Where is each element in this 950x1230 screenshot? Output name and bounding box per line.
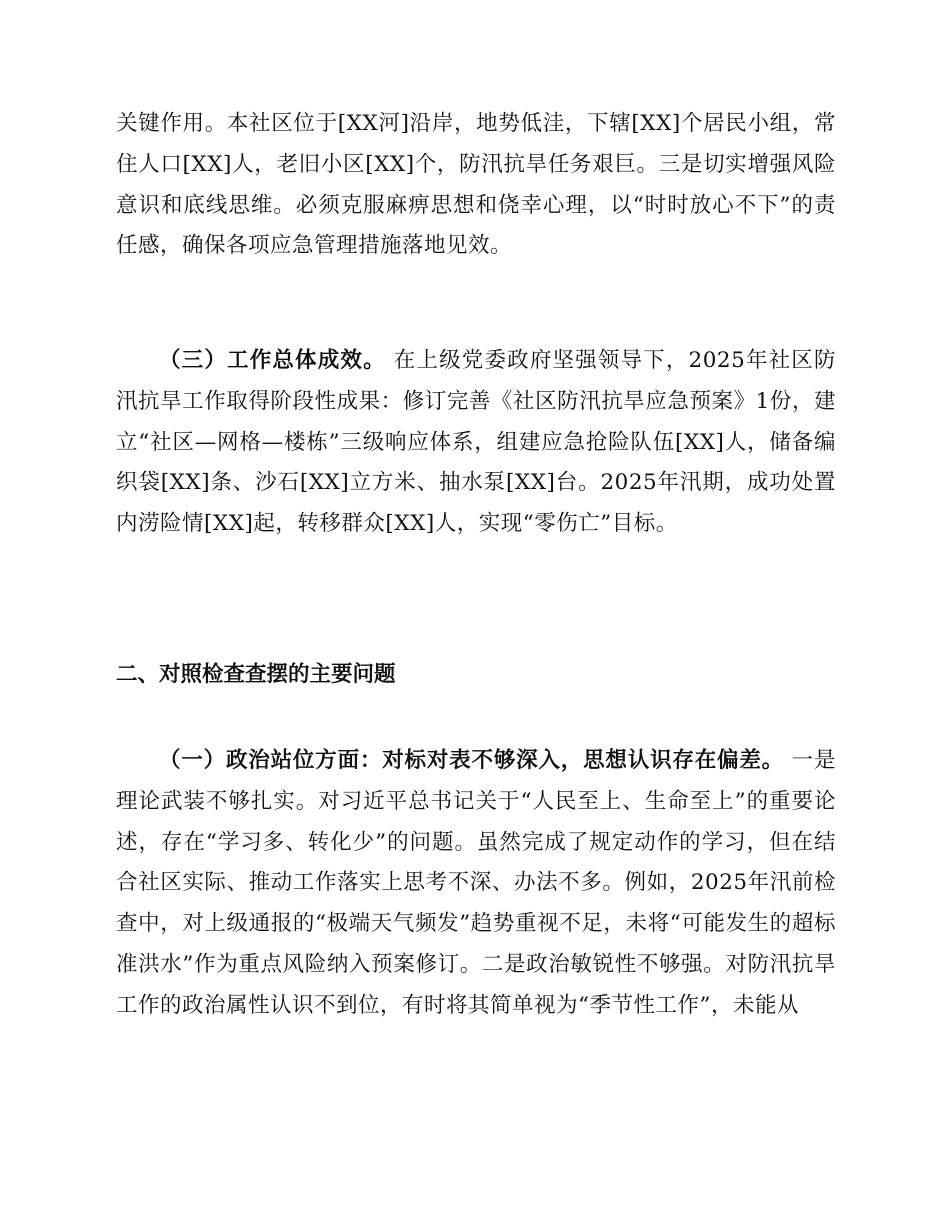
paragraph-overall-results bbox=[116, 341, 836, 545]
paragraph-lead-heading: （一）政治站位方面：对标对表不够深入，思想认识存在偏差。 bbox=[159, 748, 785, 773]
paragraph-text: 关键作用。本社区位于[XX河]沿岸，地势低洼，下辖[XX]个居民小组，常住人口[XX]人，老旧小区[XX]个，防汛抗旱任务艰巨。三是切实增强风险意识和底线思维。必须克服麻痹思想和侥幸心理，以“时时放心不下”的责任感，确保各项应急管理措施落地见效。 bbox=[116, 111, 836, 259]
section-heading: 二、对照检查查摆的主要问题 bbox=[116, 662, 396, 687]
paragraph-lead-heading: （三）工作总体成效。 bbox=[159, 348, 386, 373]
paragraph-key-role bbox=[116, 104, 836, 267]
paragraph-text: 一是理论武装不够扎实。对习近平总书记关于“人民至上、生命至上”的重要论述，存在“学习多、转化少”的问题。虽然完成了规定动作的学习，但在结合社区实际、推动工作落实上思考不深、办法不多。例如，2025年汛前检查中，对上级通报的“极端天气频发”趋势重视不足，未将“可能发生的超标准洪水”作为重点风险纳入预案修订。二是政治敏锐性不够强。对防汛抗旱工作的政治属性认识不到位，有时将其简单视为“季节性工作”，未能从 bbox=[116, 748, 836, 1018]
paragraph-text: 在上级党委政府坚强领导下，2025年社区防汛抗旱工作取得阶段性成果：修订完善《社区防汛抗旱应急预案》1份，建立“社区—网格—楼栋”三级响应体系，组建应急抢险队伍[XX]人，储备编织袋[XX]条、沙石[XX]立方米、抽水泵[XX]台。2025年汛期，成功处置内涝险情[XX]起，转移群众[XX]人，实现“零伤亡”目标。 bbox=[116, 348, 836, 537]
paragraph-political-stance bbox=[116, 741, 836, 1027]
